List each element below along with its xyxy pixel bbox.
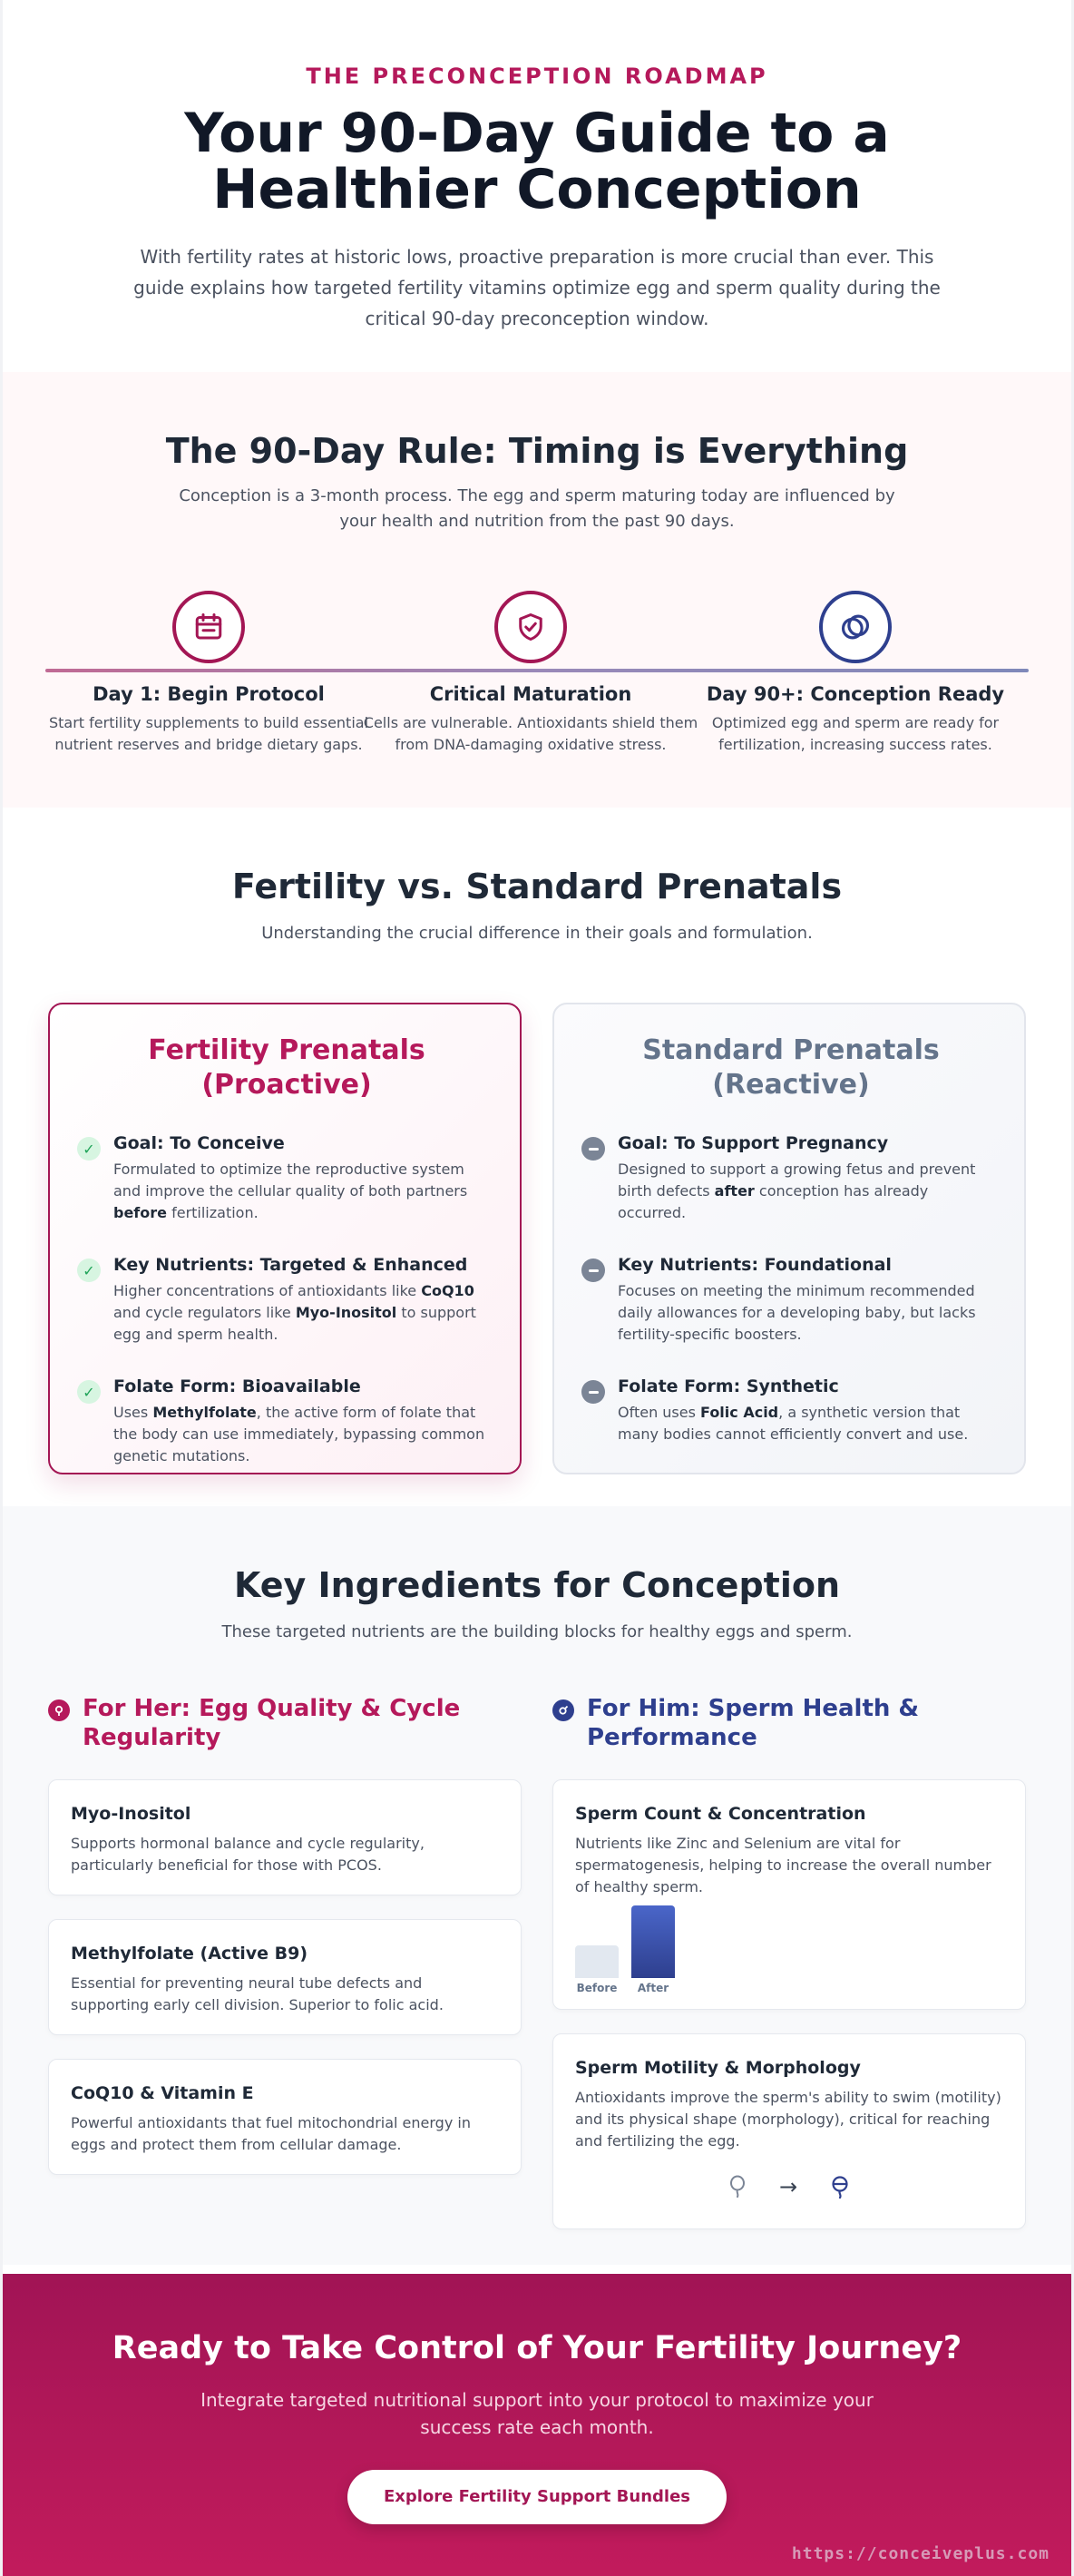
ingredient-name: Methylfolate (Active B9): [71, 1944, 308, 1964]
for-her-column: [48, 1694, 522, 2253]
feature-title: Goal: To Support Pregnancy: [618, 1133, 889, 1153]
ingredient-card-sperm-count: [552, 1779, 1026, 2010]
before-after-bars: [575, 1904, 1003, 1994]
ingredient-card-methylfolate: [48, 1919, 522, 2035]
fertility-feature-nutrients: [77, 1255, 496, 1346]
rings-icon: [838, 610, 873, 644]
fertility-prenatals-card: [48, 1003, 522, 1474]
compare-title: Fertility vs. Standard Prenatals: [231, 867, 843, 906]
hero-section: [3, 0, 1071, 372]
ingredients-section: [3, 1506, 1071, 2265]
standard-card-title-line1: Standard Prenatals: [642, 1034, 940, 1066]
ingredient-name: CoQ10 & Vitamin E: [71, 2083, 254, 2103]
fertility-card-title: [77, 1033, 496, 1102]
feature-title: Key Nutrients: Foundational: [618, 1255, 892, 1275]
cta-section: [3, 2274, 1071, 2576]
cta-title: Ready to Take Control of Your Fertility Journey?: [112, 2330, 962, 2366]
feature-text: Designed to support a growing fetus and prevent birth defects after conception has already occurred.: [618, 1161, 976, 1221]
minus-icon: [581, 1137, 605, 1161]
standard-feature-goal: [581, 1133, 1001, 1224]
after-bar-group: [631, 1905, 675, 1994]
feature-title: Key Nutrients: Targeted & Enhanced: [113, 1255, 468, 1275]
feature-text: Focuses on meeting the minimum recommended daily allowances for a developing baby, but lacks fertility-specific boosters.: [618, 1282, 976, 1343]
ingredient-name: Sperm Motility & Morphology: [575, 2058, 861, 2078]
standard-feature-folate: [581, 1376, 1001, 1445]
step-text-maturation: Cells are vulnerable. Antioxidants shield them from DNA-damaging oxidative stress.: [363, 714, 698, 753]
standard-feature-nutrients: [581, 1255, 1001, 1346]
fertility-feature-folate: [77, 1376, 496, 1467]
step-text-day-1: Start fertility supplements to build essential nutrient reserves and bridge dietary gaps.: [48, 714, 369, 753]
ingredient-text: Nutrients like Zinc and Selenium are vital for spermatogenesis, helping to increase the overall number of healthy sperm.: [575, 1835, 991, 1895]
rule-title: The 90-Day Rule: Timing is Everything: [165, 431, 909, 471]
ingredient-text: Essential for preventing neural tube defects and supporting early cell division. Superior to folic acid.: [71, 1974, 444, 2013]
standard-prenatals-card: [552, 1003, 1026, 1474]
female-icon: [48, 1699, 70, 1721]
standard-card-title-line2: (Reactive): [712, 1069, 870, 1101]
arrow-right-icon: →: [778, 2174, 798, 2199]
fertility-card-title-line2: (Proactive): [201, 1069, 372, 1101]
check-icon: ✓: [77, 1380, 101, 1404]
feature-text: Often uses Folic Acid, a synthetic version that many bodies cannot efficiently convert and use.: [618, 1404, 969, 1443]
sperm-healthy-icon: [828, 2175, 852, 2199]
step-title-day-1: Day 1: Begin Protocol: [93, 683, 325, 705]
after-label: After: [637, 1982, 669, 1994]
rule-subtitle: Conception is a 3-month process. The egg and sperm maturing today are influenced by your health and nutrition from the past 90 days.: [179, 486, 895, 531]
ingredient-columns: [48, 1694, 1026, 2253]
hero-title-line2: Healthier Conception: [212, 158, 862, 221]
ingredients-subtitle: These targeted nutrients are the building blocks for healthy eggs and sperm.: [221, 1622, 853, 1641]
ingredient-card-coq10: [48, 2059, 522, 2175]
feature-title: Folate Form: Bioavailable: [113, 1376, 361, 1396]
ingredient-name: Sperm Count & Concentration: [575, 1804, 866, 1824]
ingredient-text: Powerful antioxidants that fuel mitochondrial energy in eggs and protect them from cellular damage.: [71, 2114, 471, 2153]
motility-illustration: [575, 2174, 1003, 2199]
ingredient-text: Antioxidants improve the sperm's ability to swim (motility) and its physical shape (morphology), critical for reaching and fertilizing the egg.: [575, 2089, 1001, 2150]
feature-text: Uses Methylfolate, the active form of folate that the body can use immediately, bypassing common genetic mutations.: [113, 1404, 485, 1464]
ingredients-title: Key Ingredients for Conception: [233, 1565, 841, 1605]
for-him-heading: [552, 1694, 1026, 1752]
step-circle-maturation: [494, 591, 567, 663]
step-text-day-90: Optimized egg and sperm are ready for fertilization, increasing success rates.: [711, 714, 1000, 753]
step-title-day-90: Day 90+: Conception Ready: [706, 683, 1005, 705]
step-circle-day-90: [819, 591, 892, 663]
timeline-step-day-90: [688, 591, 1023, 756]
feature-title: Folate Form: Synthetic: [618, 1376, 839, 1396]
hero-eyebrow: THE PRECONCEPTION ROADMAP: [306, 64, 768, 89]
hero-title: [3, 102, 1071, 221]
feature-title: Goal: To Conceive: [113, 1133, 285, 1153]
explore-bundles-button[interactable]: Explore Fertility Support Bundles: [347, 2470, 727, 2524]
standard-card-title: [581, 1033, 1001, 1102]
ingredient-card-myo-inositol: [48, 1779, 522, 1895]
check-icon: ✓: [77, 1137, 101, 1161]
minus-icon: [581, 1259, 605, 1282]
timeline-step-day-1: [41, 591, 376, 756]
male-icon: [552, 1699, 574, 1721]
fertility-feature-goal: [77, 1133, 496, 1224]
site-url[interactable]: https://conceiveplus.com: [791, 2544, 1050, 2563]
hero-title-line1: Your 90-Day Guide to a: [184, 102, 890, 165]
check-icon: ✓: [77, 1259, 101, 1282]
shield-check-icon: [514, 611, 547, 643]
before-label: Before: [576, 1982, 618, 1994]
ingredient-card-sperm-motility: [552, 2033, 1026, 2229]
for-him-title: For Him: Sperm Health & Performance: [587, 1695, 920, 1751]
cta-subtitle: Integrate targeted nutritional support into your protocol to maximize your success rate each month.: [200, 2389, 874, 2438]
compare-subtitle: Understanding the crucial difference in their goals and formulation.: [261, 924, 813, 943]
feature-text: Formulated to optimize the reproductive system and improve the cellular quality of both partners before fertilization.: [113, 1161, 468, 1221]
sperm-outline-icon: [727, 2175, 748, 2199]
comparison-section: [3, 808, 1071, 1506]
comparison-cards: [48, 1003, 1026, 1474]
fertility-card-title-line1: Fertility Prenatals: [148, 1034, 425, 1066]
hero-subtitle: With fertility rates at historic lows, proactive preparation is more crucial than ever. This guide explains how targeted fertility vitamins optimize egg and sperm quality during the critical 90-day preconception window.: [133, 246, 941, 329]
timeline: [45, 591, 1029, 763]
minus-icon: [581, 1380, 605, 1404]
ninety-day-rule-section: [3, 372, 1071, 808]
for-her-title: For Her: Egg Quality & Cycle Regularity: [83, 1695, 461, 1751]
before-bar-group: [575, 1945, 619, 1994]
ingredient-name: Myo-Inositol: [71, 1804, 191, 1824]
step-title-maturation: Critical Maturation: [429, 683, 632, 705]
after-bar: [631, 1905, 675, 1978]
feature-text: Higher concentrations of antioxidants like CoQ10 and cycle regulators like Myo-Inositol to support egg and sperm health.: [113, 1282, 476, 1343]
ingredient-text: Supports hormonal balance and cycle regularity, particularly beneficial for those with PCOS.: [71, 1835, 425, 1874]
calendar-icon: [192, 611, 225, 643]
for-him-column: [552, 1694, 1026, 2253]
for-her-heading: [48, 1694, 522, 1752]
step-circle-day-1: [172, 591, 245, 663]
timeline-step-maturation: [363, 591, 698, 756]
before-bar: [575, 1945, 619, 1978]
